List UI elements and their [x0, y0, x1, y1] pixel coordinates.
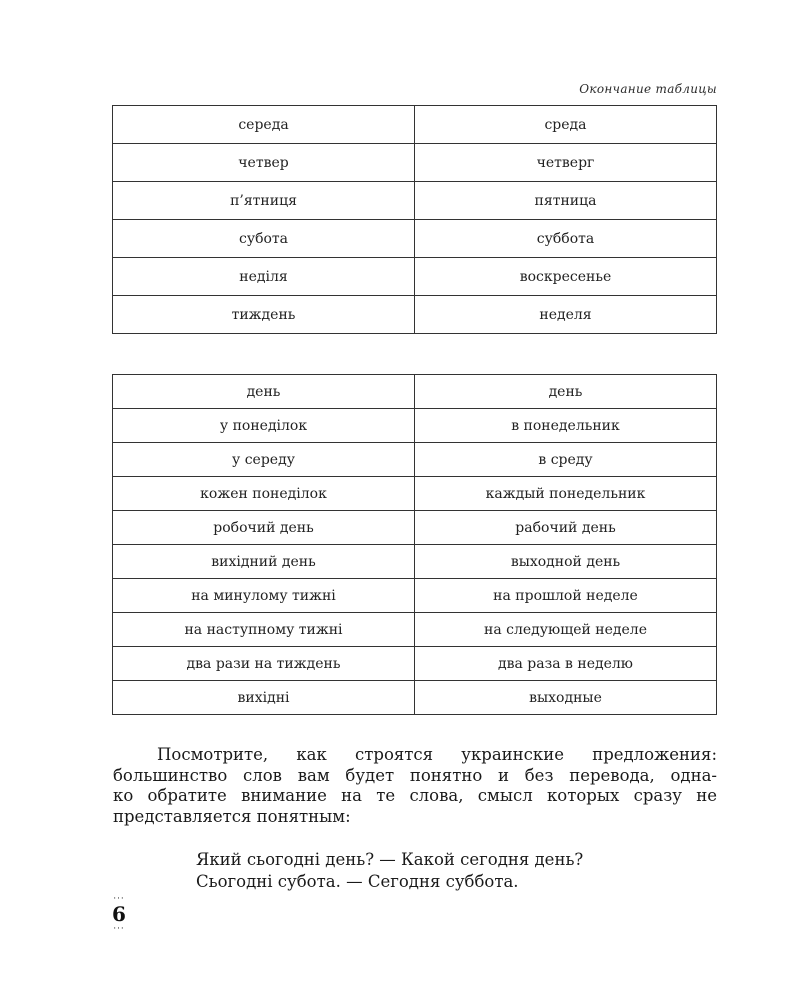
ukrainian-cell: два рази на тиждень	[113, 647, 415, 681]
vocabulary-table-days	[112, 105, 717, 334]
page-number: 6	[112, 902, 126, 926]
paragraph-line: представляется понятным:	[113, 806, 351, 826]
russian-cell: выходной день	[415, 545, 717, 579]
table-row	[113, 258, 717, 296]
ukrainian-cell: у середу	[113, 443, 415, 477]
russian-cell: рабочий день	[415, 511, 717, 545]
russian-cell: в среду	[415, 443, 717, 477]
table-row	[113, 220, 717, 258]
instruction-paragraph	[113, 745, 717, 827]
russian-cell: пятница	[415, 182, 717, 220]
example-sentences	[196, 849, 583, 893]
ukrainian-cell: кожен понеділок	[113, 477, 415, 511]
table-row	[113, 443, 717, 477]
paragraph-line: ко обратите внимание на те слова, смысл которых сразу не	[113, 786, 717, 805]
russian-cell: два раза в неделю	[415, 647, 717, 681]
page-number-block	[108, 895, 130, 933]
ukrainian-cell: субота	[113, 220, 415, 258]
ukrainian-cell: п’ятниця	[113, 182, 415, 220]
example-sentence: Сьогодні субота. — Сегодня суббота.	[196, 872, 519, 891]
ukrainian-cell: четвер	[113, 144, 415, 182]
ukrainian-cell: у понеділок	[113, 409, 415, 443]
table-row	[113, 144, 717, 182]
page-number-dots-top: ···	[113, 894, 125, 904]
table-row	[113, 375, 717, 409]
ukrainian-cell: на минулому тижні	[113, 579, 415, 613]
russian-cell: день	[415, 375, 717, 409]
vocabulary-table-phrases	[112, 374, 717, 715]
page-number-dots-bottom: ···	[113, 924, 125, 934]
table-continuation-caption: Окончание таблицы	[579, 82, 717, 96]
table-row	[113, 545, 717, 579]
russian-cell: среда	[415, 106, 717, 144]
russian-cell: неделя	[415, 296, 717, 334]
ukrainian-cell: на наступному тижні	[113, 613, 415, 647]
ukrainian-cell: день	[113, 375, 415, 409]
example-sentence: Який сьогодні день? — Какой сегодня день?	[196, 850, 584, 869]
russian-cell: в понедельник	[415, 409, 717, 443]
ukrainian-cell: середа	[113, 106, 415, 144]
ukrainian-cell: неділя	[113, 258, 415, 296]
russian-cell: на следующей неделе	[415, 613, 717, 647]
table-row	[113, 511, 717, 545]
ukrainian-cell: робочий день	[113, 511, 415, 545]
table-row	[113, 579, 717, 613]
ukrainian-cell: вихідний день	[113, 545, 415, 579]
table-row	[113, 681, 717, 715]
paragraph-line: Посмотрите, как строятся украинские предложения:	[157, 745, 717, 764]
russian-cell: каждый понедельник	[415, 477, 717, 511]
paragraph-line: большинство слов вам будет понятно и без перевода, одна-	[113, 765, 717, 785]
table-row	[113, 296, 717, 334]
russian-cell: воскресенье	[415, 258, 717, 296]
table-row	[113, 613, 717, 647]
table-row	[113, 477, 717, 511]
table-row	[113, 182, 717, 220]
table-row	[113, 647, 717, 681]
table-row	[113, 409, 717, 443]
russian-cell: выходные	[415, 681, 717, 715]
russian-cell: суббота	[415, 220, 717, 258]
ukrainian-cell: вихідні	[113, 681, 415, 715]
ukrainian-cell: тиждень	[113, 296, 415, 334]
russian-cell: на прошлой неделе	[415, 579, 717, 613]
russian-cell: четверг	[415, 144, 717, 182]
table-row	[113, 106, 717, 144]
